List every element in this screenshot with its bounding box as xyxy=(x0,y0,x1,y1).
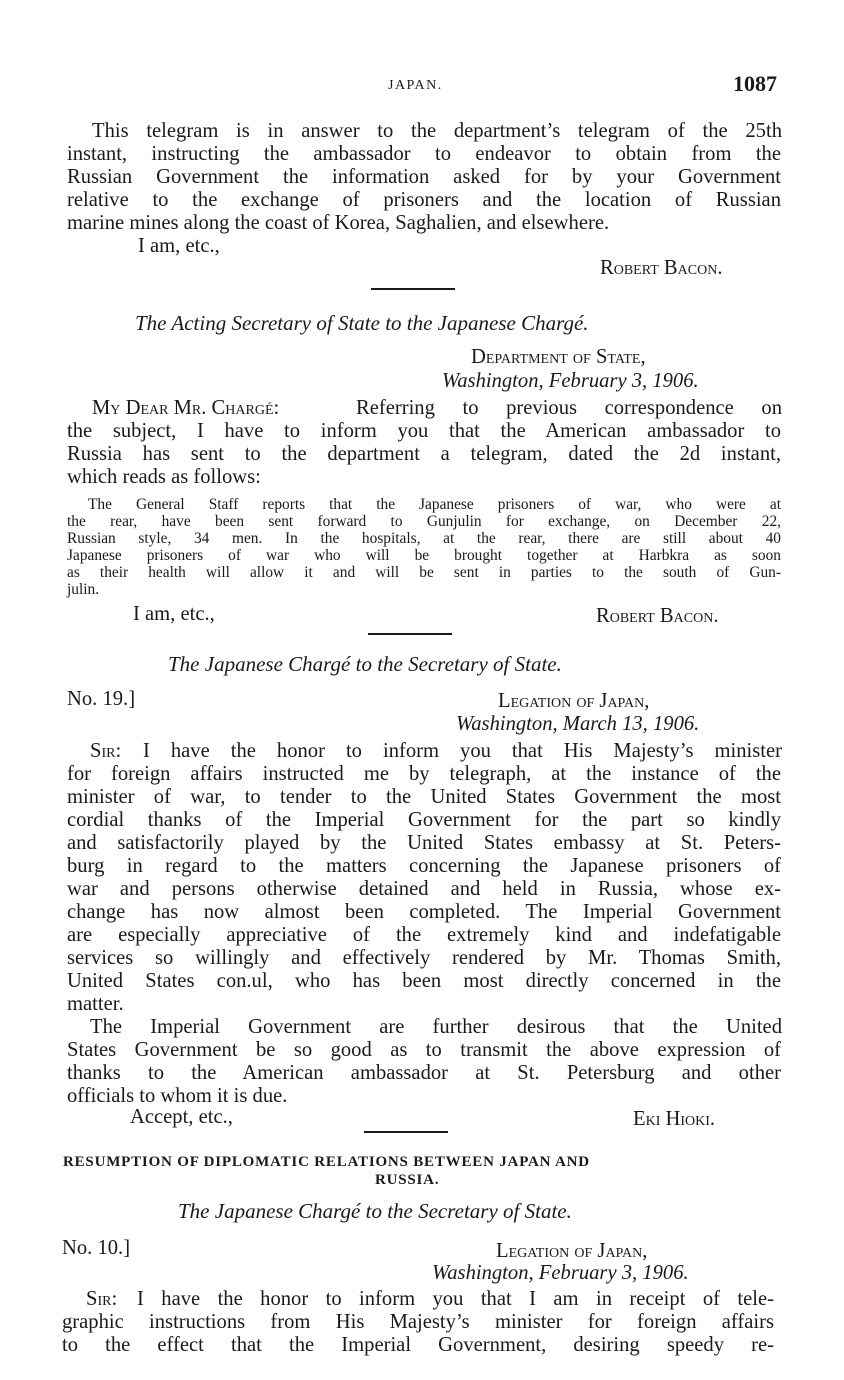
text-line: the subject, I have to inform you that the American ambassador to xyxy=(67,420,781,442)
quote-line: the rear, have been sent forward to Gunjulin for exchange, on December 22, xyxy=(67,513,781,530)
salutation: Sir: xyxy=(86,1288,118,1310)
running-header-title: JAPAN. xyxy=(388,78,443,93)
text-line: burg in regard to the matters concerning the Japanese prisoners of xyxy=(67,855,781,877)
letter-org: Legation of Japan, xyxy=(496,1240,648,1262)
text-line: are especially appreciative of the extremely kind and indefatigable xyxy=(67,924,781,946)
text-line: United States con.ul, who has been most directly concerned in the xyxy=(67,970,781,992)
text-line: to the effect that the Imperial Government, desiring speedy re- xyxy=(62,1334,774,1356)
letter-place-date: Washington, February 3, 1906. xyxy=(442,370,699,392)
signature: Eki Hioki. xyxy=(633,1108,716,1130)
text-line: marine mines along the coast of Korea, Saghalien, and elsewhere. xyxy=(67,212,610,234)
text-line: This telegram is in answer to the department’s telegram of the 25th xyxy=(92,120,782,142)
text-line: I have the honor to inform you that I am in receipt of tele- xyxy=(137,1288,774,1310)
page-number: 1087 xyxy=(733,71,777,96)
text-line: change has now almost been completed. The Imperial Government xyxy=(67,901,781,923)
section-heading: RESUMPTION OF DIPLOMATIC RELATIONS BETWEEN JAPAN AND xyxy=(63,1154,590,1170)
text-line: minister of war, to tender to the United States Government the most xyxy=(67,786,781,808)
quote-line: Russian style, 34 men. In the hospitals, at the rear, there are still about 40 xyxy=(67,530,781,547)
text-line: graphic instructions from His Majesty’s minister for foreign affairs xyxy=(62,1311,774,1333)
quote-line: Japanese prisoners of war who will be brought together at Harbkra as soon xyxy=(67,547,781,564)
letter-heading: The Japanese Chargé to the Secretary of State. xyxy=(178,1199,572,1223)
text-line: I have the honor to inform you that His Majesty’s minister xyxy=(143,740,782,762)
text-line: officials to whom it is due. xyxy=(67,1085,288,1107)
text-line: cordial thanks of the Imperial Government for the part so kindly xyxy=(67,809,781,831)
text-line: relative to the exchange of prisoners and the location of Russian xyxy=(67,189,781,211)
quote-line: julin. xyxy=(67,581,100,598)
separator-rule xyxy=(368,633,452,635)
letter-org: Department of State, xyxy=(471,346,646,368)
text-line: The Imperial Government are further desirous that the United xyxy=(90,1016,782,1038)
text-line: instant, instructing the ambassador to endeavor to obtain from the xyxy=(67,143,781,165)
text-line: matter. xyxy=(67,993,124,1015)
letter-place-date: Washington, February 3, 1906. xyxy=(432,1262,689,1284)
signature: Robert Bacon. xyxy=(600,257,723,279)
letter-org: Legation of Japan, xyxy=(498,690,650,712)
text-line: services so willingly and effectively rendered by Mr. Thomas Smith, xyxy=(67,947,781,969)
text-line: Referring to previous correspondence on xyxy=(356,397,782,419)
separator-rule xyxy=(364,1131,448,1133)
closing: I am, etc., xyxy=(133,603,215,625)
text-line: thanks to the American ambassador at St. Petersburg and other xyxy=(67,1062,781,1084)
letter-heading: The Japanese Chargé to the Secretary of State. xyxy=(168,652,562,676)
closing: Accept, etc., xyxy=(130,1106,233,1128)
text-line: Russian Government the information asked for by your Government xyxy=(67,166,781,188)
quote-line: The General Staff reports that the Japanese prisoners of war, who were at xyxy=(88,496,781,513)
text-line: which reads as follows: xyxy=(67,466,261,488)
salutation: My Dear Mr. Chargé: xyxy=(92,397,280,419)
letter-number: No. 10.] xyxy=(62,1237,131,1259)
quote-line: as their health will allow it and will be sent in parties to the south of Gun- xyxy=(67,564,781,581)
text-line: for foreign affairs instructed me by telegraph, at the instance of the xyxy=(67,763,781,785)
signature: Robert Bacon. xyxy=(596,605,719,627)
text-line: war and persons otherwise detained and held in Russia, whose ex- xyxy=(67,878,781,900)
closing: I am, etc., xyxy=(138,235,220,257)
salutation: Sir: xyxy=(90,740,122,762)
letter-heading: The Acting Secretary of State to the Japanese Chargé. xyxy=(135,311,589,335)
letter-number: No. 19.] xyxy=(67,688,136,710)
separator-rule xyxy=(371,288,455,290)
text-line: and satisfactorily played by the United States embassy at St. Peters- xyxy=(67,832,781,854)
text-line: Russia has sent to the department a telegram, dated the 2d instant, xyxy=(67,443,781,465)
section-heading-continued: RUSSIA. xyxy=(375,1172,440,1188)
text-line: States Government be so good as to transmit the above expression of xyxy=(67,1039,781,1061)
letter-place-date: Washington, March 13, 1906. xyxy=(456,713,700,735)
